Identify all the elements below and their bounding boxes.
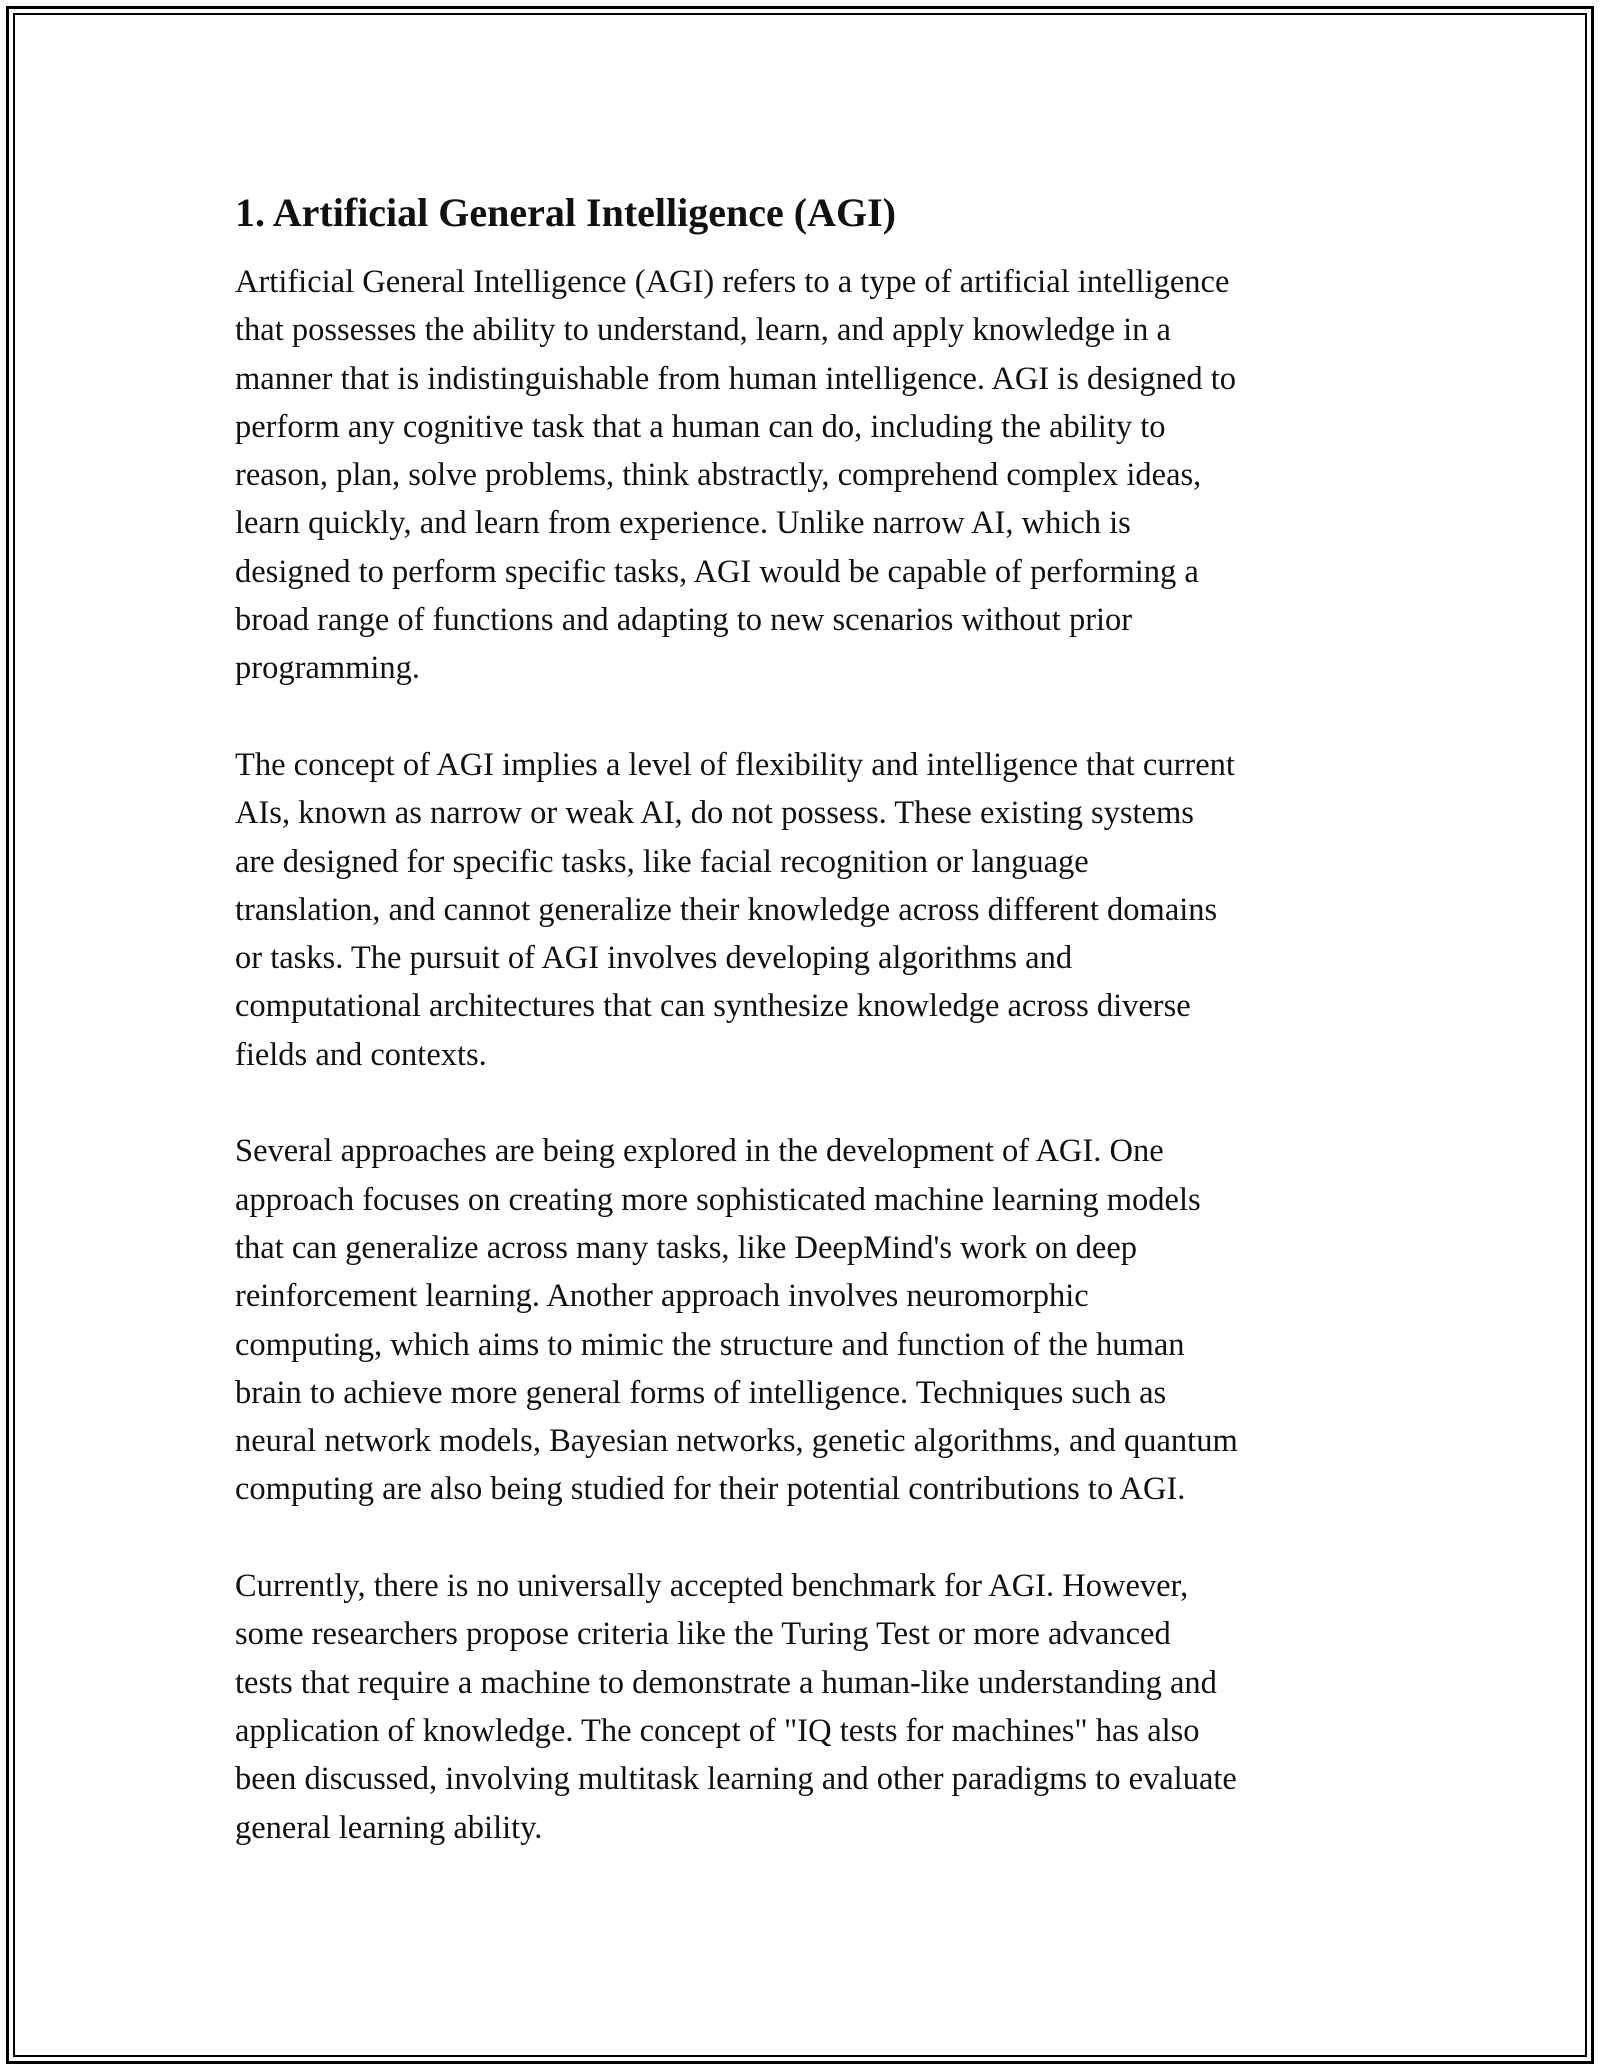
text-line: general learning ability.	[235, 1809, 543, 1846]
text-line: reinforcement learning. Another approach involves neuromorphic	[235, 1278, 1089, 1315]
text-line: neural network models, Bayesian networks, genetic algorithms, and quantum	[235, 1423, 1238, 1460]
text-line: brain to achieve more general forms of intelligence. Techniques such as	[235, 1374, 1167, 1411]
text-line: programming.	[235, 650, 421, 687]
text-line: translation, and cannot generalize their knowledge across different domains	[235, 891, 1218, 928]
text-line: perform any cognitive task that a human can do, including the ability to	[235, 408, 1166, 445]
text-line: manner that is indistinguishable from human intelligence. AGI is designed to	[235, 360, 1236, 397]
text-line: AIs, known as narrow or weak AI, do not possess. These existing systems	[235, 795, 1194, 832]
text-line: reason, plan, solve problems, think abstractly, comprehend complex ideas,	[235, 457, 1202, 494]
text-line: broad range of functions and adapting to new scenarios without prior	[235, 602, 1133, 639]
text-line: some researchers propose criteria like the Turing Test or more advanced	[235, 1616, 1171, 1653]
text-line: tests that require a machine to demonstrate a human-like understanding and	[235, 1664, 1217, 1701]
text-line: that can generalize across many tasks, like DeepMind's work on deep	[235, 1229, 1138, 1266]
section-heading: 1. Artificial General Intelligence (AGI)	[235, 190, 896, 235]
paragraph-3	[235, 1127, 1380, 1513]
document-body	[235, 186, 1380, 1900]
text-line: that possesses the ability to understand, learn, and apply knowledge in a	[235, 312, 1171, 349]
text-line: The concept of AGI implies a level of flexibility and intelligence that current	[235, 746, 1235, 783]
paragraph-2	[235, 741, 1380, 1079]
text-line: been discussed, involving multitask learning and other paradigms to evaluate	[235, 1761, 1237, 1798]
text-line: application of knowledge. The concept of "IQ tests for machines" has also	[235, 1712, 1200, 1749]
text-line: are designed for specific tasks, like facial recognition or language	[235, 843, 1089, 880]
text-line: Artificial General Intelligence (AGI) refers to a type of artificial intelligence	[235, 264, 1230, 300]
text-line: or tasks. The pursuit of AGI involves developing algorithms and	[235, 940, 1073, 977]
text-line: Currently, there is no universally accepted benchmark for AGI. However,	[235, 1568, 1189, 1605]
text-line: computing, which aims to mimic the structure and function of the human	[235, 1326, 1185, 1363]
text-line: approach focuses on creating more sophisticated machine learning models	[235, 1181, 1201, 1218]
text-line: Several approaches are being explored in the development of AGI. One	[235, 1133, 1164, 1170]
paragraph-1	[235, 258, 1380, 693]
text-line: designed to perform specific tasks, AGI would be capable of performing a	[235, 553, 1199, 590]
text-line: learn quickly, and learn from experience. Unlike narrow AI, which is	[235, 505, 1131, 542]
text-line: computational architectures that can synthesize knowledge across diverse	[235, 988, 1191, 1025]
text-line: computing are also being studied for their potential contributions to AGI.	[235, 1471, 1186, 1508]
text-line: fields and contexts.	[235, 1036, 487, 1073]
paragraph-4	[235, 1562, 1380, 1852]
